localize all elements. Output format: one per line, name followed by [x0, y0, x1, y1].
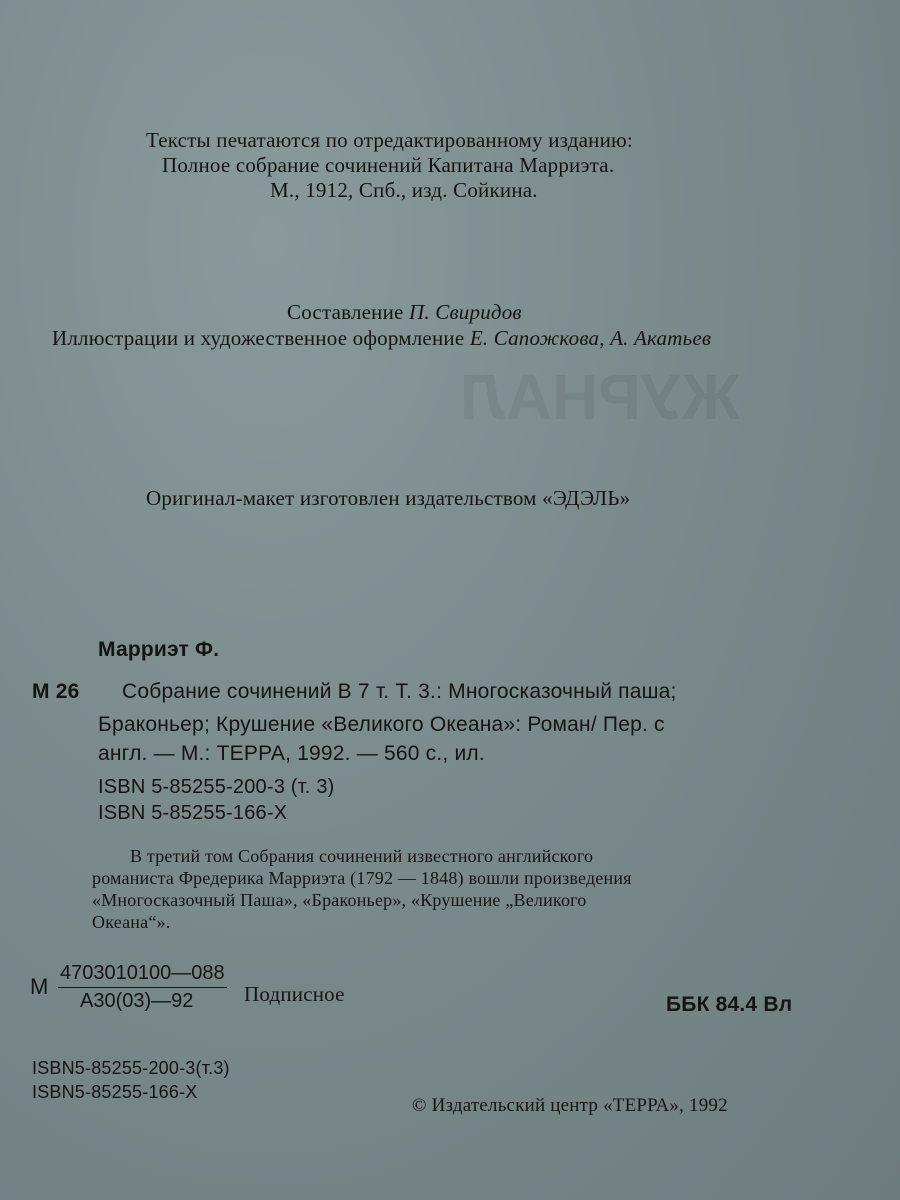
source-note-line-2: Полное собрание сочинений Капитана Марриэта. — [162, 153, 615, 177]
show-through-print: ЖУРНАЛ — [460, 361, 741, 433]
annotation-line-3: «Многосказочный Паша», «Браконьер», «Крушение „Великого — [92, 890, 587, 910]
illustrations-label: Иллюстрации и художественное оформление — [52, 326, 465, 350]
catalog-isbn-1: ISBN 5-85255-200-3 (т. 3) — [98, 776, 335, 798]
classification-letter: М — [30, 974, 49, 999]
catalog-isbn-2: ISBN 5-85255-166-X — [98, 802, 288, 824]
compiler-label: Составление — [287, 300, 404, 324]
classification-denominator: А30(03)—92 — [80, 990, 194, 1012]
source-note-line-3: М., 1912, Спб., изд. Сойкина. — [270, 178, 538, 202]
annotation-line-4: Океана“». — [92, 912, 171, 932]
annotation-line-1: В третий том Собрания сочинений известного английского — [130, 846, 594, 866]
copyright-line: © Издательский центр «ТЕРРА», 1992 — [412, 1095, 728, 1116]
bbk-code: ББК 84.4 Вл — [666, 993, 793, 1016]
source-note-line-1: Тексты печатаются по отредактированному изданию: — [146, 128, 633, 152]
illustrations-credit — [52, 326, 711, 351]
catalog-author: Марриэт Ф. — [98, 638, 220, 661]
layout-note: Оригинал-макет изготовлен издательством «ЭДЭЛЬ» — [146, 486, 631, 510]
annotation-line-2: романиста Фредерика Марриэта (1792 — 1848) вошли произведения — [92, 868, 632, 888]
footer-isbn-1: ISBN5-85255-200-3(т.3) — [32, 1058, 230, 1078]
compiler-credit — [287, 300, 522, 325]
catalog-code: М 26 — [32, 680, 80, 703]
catalog-description-line-3: англ. — М.: ТЕРРА, 1992. — 560 с., ил. — [98, 742, 485, 765]
subscription-label: Подписное — [244, 982, 345, 1006]
classification-numerator: 4703010100—088 — [58, 962, 227, 988]
catalog-description-line-1: Собрание сочинений В 7 т. Т. 3.: Многосказочный паша; — [122, 680, 677, 703]
compiler-name: П. Свиридов — [409, 300, 522, 324]
footer-isbn-2: ISBN5-85255-166-X — [32, 1082, 198, 1102]
illustrators-names: Е. Сапожкова, А. Акатьев — [469, 326, 712, 350]
catalog-description-line-2: Браконьер; Крушение «Великого Океана»: Роман/ Пер. с — [98, 713, 665, 736]
